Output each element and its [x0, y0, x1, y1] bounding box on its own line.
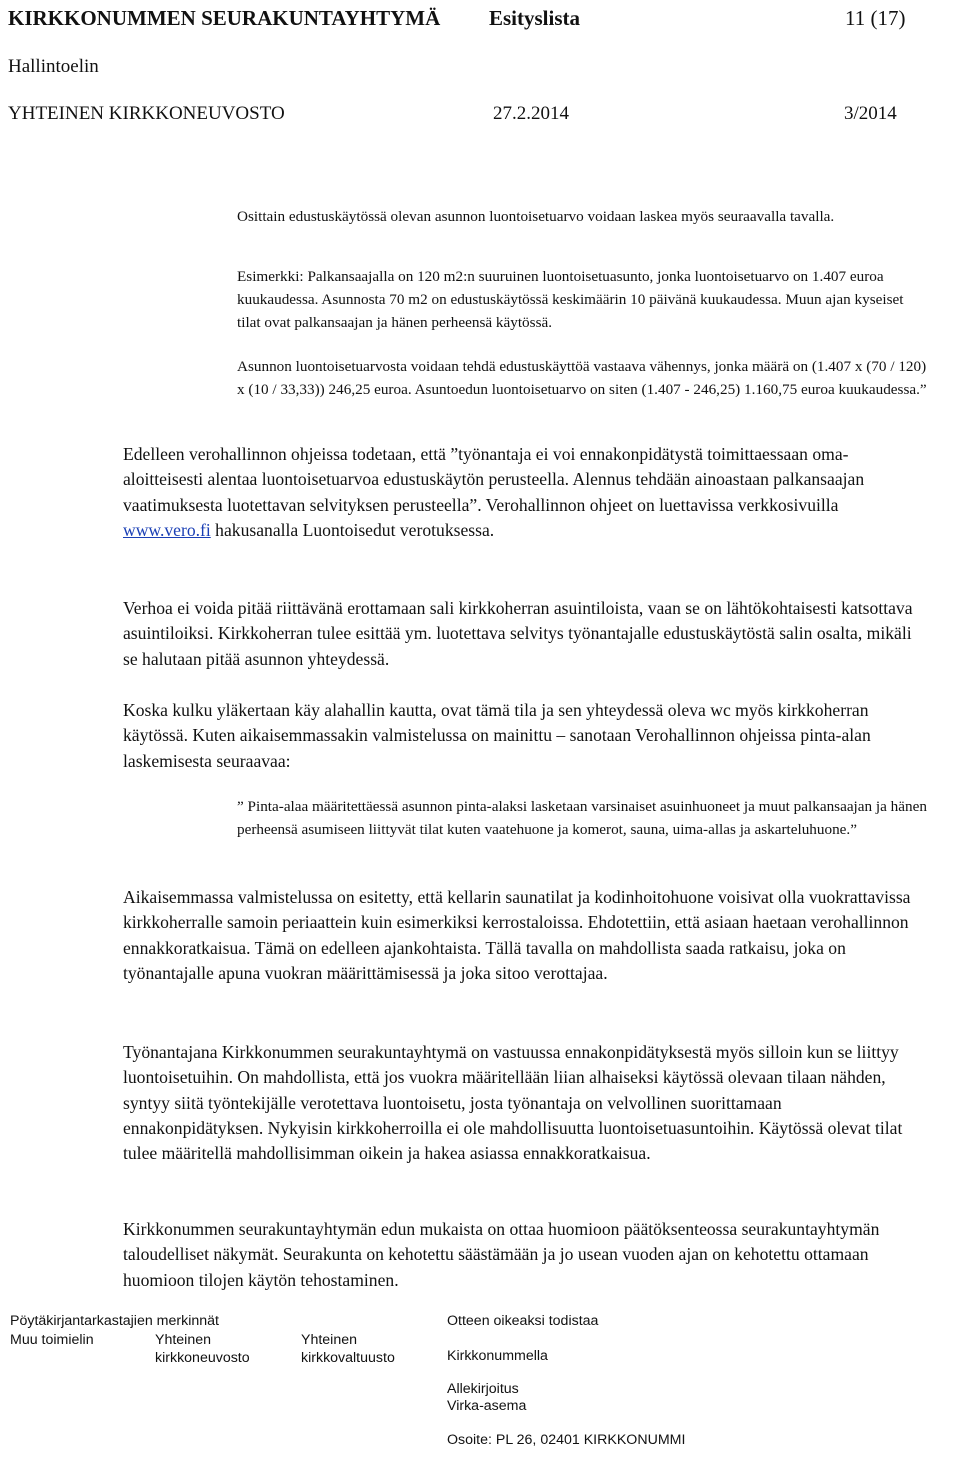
paragraph-sauna: Aikaisemmassa valmistelussa on esitetty, että kellarin saunatilat ja kodinhoitohuone voisivat olla vuokrattavissa kirkkoherralle samoin periaattein kuin esimerkiksi kerrostaloissa. Ehdotettiin, että asiaan haetaan verohallinnon ennakkoratkaisua. Tämä on edelleen ajankohtaista. Tällä tavalla on mahdollista saada ratkaisu, joka on työnantajalle apuna vuokran määrittämisessä ja joka sitoo verottajaa.	[123, 887, 911, 983]
page-number: 11 (17)	[845, 6, 906, 30]
document-type: Esityslista	[489, 6, 581, 30]
paragraph-example: Esimerkki: Palkansaajalla on 120 m2:n suuruinen luontoisetuasunto, jonka luontoisetuarvo on 1.407 euroa kuukaudessa. Asunnosta 70 m2 on edustuskäytössä keskimäärin 10 päivänä kuukaudessa. Muun ajan kyseiset tilat ovat palkansaajan ja hänen perheensä käytössä.	[237, 268, 904, 331]
paragraph-employer: Työnantajana Kirkkonummen seurakuntayhtymä on vastuussa ennakonpidätyksestä myös silloin kun se liittyy luontoisetuihin. On mahdollista, että jos vuokra määritellään liian alhaiseksi käytössä olevaan tilaan nähden, syntyy siitä työntekijälle verotettava luontoisetu, josta työnantaja on velvollinen suorittamaan ennakonpidätyksen. Nykyisin kirkkoherroilla ei ole mahdollisuutta luontoisetuasuntoihin. Käytössä olevat tilat tulee määritellä mahdollisimman oikein ja hakea asiassa ennakkoratkaisua.	[123, 1042, 903, 1164]
footer-council	[155, 1331, 250, 1367]
footer-assembly-line2: kirkkovaltuusto	[301, 1350, 395, 1366]
paragraph-partial-use: Osittain edustuskäytössä olevan asunnon luontoisetuarvo voidaan laskea myös seuraavalla tavalla.	[237, 208, 835, 225]
body-name: YHTEINEN KIRKKONEUVOSTO	[8, 103, 285, 124]
paragraph-text: hakusanalla Luontoisedut verotuksessa.	[210, 519, 495, 540]
footer-council-line2: kirkkoneuvosto	[155, 1350, 250, 1366]
paragraph-upstairs: Koska kulku yläkertaan käy alahallin kautta, ovat tämä tila ja sen yhteydessä oleva wc myös kirkkoherran käytössä. Kuten aikaisemmassakin valmistelussa on mainittu – sanotaan Verohallinnon ohjeissa pinta-alan laskemisesta seuraavaa:	[123, 700, 871, 771]
meeting-date: 27.2.2014	[493, 103, 569, 124]
footer-council-line1: Yhteinen	[155, 1332, 212, 1348]
footer-signature: Allekirjoitus	[447, 1381, 519, 1397]
vero-link[interactable]: www.vero.fi	[123, 519, 211, 540]
footer-address: Osoite: PL 26, 02401 KIRKKONUMMI	[447, 1432, 686, 1448]
paragraph-economy: Kirkkonummen seurakuntayhtymän edun mukaista on ottaa huomioon päätöksenteossa seurakuntayhtymän taloudelliset näkymät. Seurakunta on kehotettu säästämään ja jo usean vuoden ajan on kehotettu ottamaan huomioon tilojen käytön tehostaminen.	[123, 1219, 880, 1290]
footer-position: Virka-asema	[447, 1398, 527, 1414]
quote-floor-area: ” Pinta-alaa määritettäessä asunnon pinta-alaksi lasketaan varsinaiset asuinhuoneet ja muut palkansaajan ja hänen perheensä asumiseen liittyvät tilat kuten vaatehuone ja komerot, sauna, uima-allas ja askarteluhuone.”	[237, 798, 927, 838]
footer-other-bodies: Muu toimielin	[10, 1332, 94, 1348]
paragraph-curtain: Verhoa ei voida pitää riittävänä erottamaan sali kirkkoherran asuintiloista, vaan se on lähtökohtaisesti katsottava asuintiloiksi. Kirkkoherran tulee esittää ym. luotettava selvitys työnantajalle edustuskäytöstä salin osalta, mikäli se halutaan pitää asunnon yhteydessä.	[123, 598, 913, 669]
unit-label: Hallintoelin	[8, 56, 99, 77]
meeting-line	[8, 103, 897, 125]
paragraph-deduction: Asunnon luontoisetuarvosta voidaan tehdä edustuskäyttöä vastaava vähennys, jonka määrä on (1.407 x (70 / 120) x (10 / 33,33)) 246,25 euroa. Asuntoedun luontoisetuarvo on siten (1.407 - 246,25) 1.160,75 euroa kuukaudessa.”	[237, 358, 927, 398]
footer-certified: Otteen oikeaksi todistaa	[447, 1313, 599, 1329]
meeting-number: 3/2014	[844, 103, 897, 124]
footer-assembly-line1: Yhteinen	[301, 1332, 358, 1348]
footer-checkers: Pöytäkirjantarkastajien merkinnät	[10, 1313, 219, 1329]
paragraph-tax-guidance	[123, 442, 923, 543]
document-header	[8, 6, 906, 31]
footer-place: Kirkkonummella	[447, 1348, 548, 1364]
organization-name: KIRKKONUMMEN SEURAKUNTAYHTYMÄ	[8, 6, 441, 30]
paragraph-text: Edelleen verohallinnon ohjeissa todetaan, että ”työnantaja ei voi ennakonpidätystä toimittaessaan oma-aloitteisesti alentaa luontoisetuarvoa edustuskäytön perusteella. Alennus tehdään ainoastaan palkansaajan vaatimuksesta luotettavan selvityksen perusteella”. Verohallinnon ohjeet on luettavissa verkkosivuilla	[123, 444, 865, 515]
footer-assembly	[301, 1331, 395, 1367]
